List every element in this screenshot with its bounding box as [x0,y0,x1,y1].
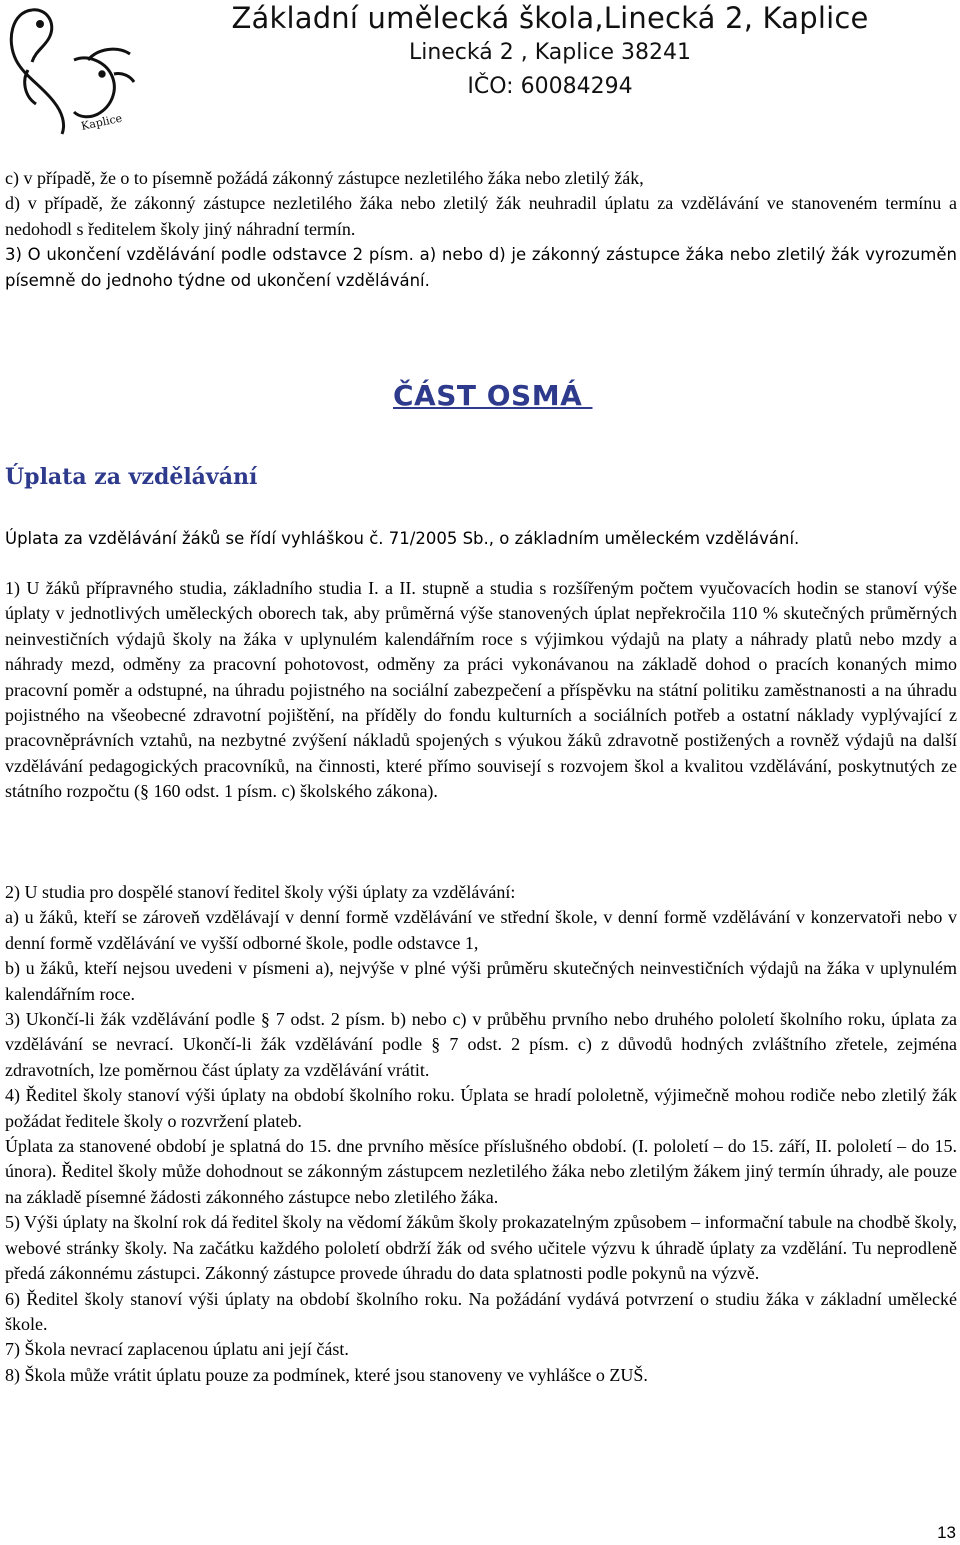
school-logo-birds-icon [2,0,142,138]
logo-text: Kaplice [79,111,124,133]
paragraph-d: d) v případě, že zákonný zástupce nezletilého žáka nebo zletilý žák neuhradil úplatu za vzdělávání ve stanoveném termínu a nedohodl s ředitelem školy jiný náhradní termín. [5,193,957,239]
school-ico: IČO: 60084294 [467,74,633,99]
paragraph-8: 8) Škola může vrátit úplatu pouze za podmínek, které jsou stanoveny ve vyhlášce o ZUŠ. [5,1364,648,1385]
paragraph-c: c) v případě, že o to písemně požádá zákonný zástupce nezletilého žáka nebo zletilý žák, [5,168,644,188]
page-number: 13 [937,1523,956,1542]
paragraph-3: 3) Ukončí-li žák vzdělávání podle § 7 odst. 2 písm. b) nebo c) v průběhu prvního nebo druhého pololetí školního roku, úplata za vzdělávání se nevrací. Ukončí-li žák vzdělávání podle § 7 odst. 2 písm. c) z důvodů hodných zvláštního zřetele, zejména zdravotních, lze poměrnou část úplaty za vzdělávání vrátit. [5,1009,957,1080]
part-heading: ČÁST OSMÁ [393,379,593,412]
intro-block [5,166,957,293]
school-address: Linecká 2 , Kaplice 38241 [408,40,692,65]
paragraph-2b: b) u žáků, kteří nejsou uvedeni v písmeni a), nejvýše v plné výši průměru skutečných neinvestičních výdajů na žáka v uplynulém kalendářním roce. [5,958,957,1004]
lead-paragraph: Úplata za vzdělávání žáků se řídí vyhláškou č. 71/2005 Sb., o základním uměleckém vzdělávání. [5,529,800,548]
paragraphs-block [5,880,957,1388]
lead-block [5,526,957,551]
paragraph-2: 2) U studia pro dospělé stanoví ředitel školy výši úplaty za vzdělávání: [5,882,516,902]
paragraph-2a: a) u žáků, kteří se zároveň vzdělávají v denní formě vzdělávání ve střední škole, v denní formě vzdělávání v konzervatoři nebo v denní formě vzdělávání ve vyšší odborné škole, podle odstavce 1, [5,907,957,953]
paragraph-4: 4) Ředitel školy stanoví výši úplaty na období školního roku. Úplata se hradí pololetně, výjimečně mohou rodiče nebo zletilý žák požádat ředitele školy o rozvržení plateb. [5,1085,957,1131]
paragraph-1: 1) U žáků přípravného studia, základního studia I. a II. stupně a studia s rozšířeným počtem vyučovacích hodin se stanoví výše úplaty v jednotlivých uměleckých oborech tak, aby průměrná výše stanovených úplat nepřekročila 110 % skutečných průměrných neinvestičních výdajů školy na žáka v uplynulém kalendářním roce s výjimkou výdajů na platy a náhrady platů nebo mzdy a náhrady mezd, odměny za pracovní pohotovost, odměny za práci vykonávanou na základě dohod o pracích konaných mimo pracovní poměr a odstupné, na úhradu pojistného na sociální zabezpečení a příspěvku na státní politiku zaměstnanosti a na úhradu pojistného na všeobecné zdravotní pojištění, na příděly do fondu kulturních a sociálních potřeb a ostatní náklady vyplývající z pracovněprávních vztahů, na nezbytné zvýšení nákladů spojených s výukou žáků zdravotně postižených a rovněž výdajů na další vzdělávání pedagogických pracovníků, na činnosti, které přímo souvisejí s rozvojem škol a kvalitou vzdělávání, poskytnutých ze státního rozpočtu (§ 160 odst. 1 písm. c) školského zákona). [5,578,957,802]
section-heading: Úplata za vzdělávání [5,464,258,490]
school-name: Základní umělecká škola,Linecká 2, Kaplice [231,1,869,35]
paragraph-1-block [5,576,957,805]
paragraph-6: 6) Ředitel školy stanoví výši úplaty na období školního roku. Na požádání vydává potvrzení o studiu žáka v základní umělecké škole. [5,1288,957,1334]
paragraph-4b: Úplata za stanovené období je splatná do 15. dne prvního měsíce příslušného období. (I. pololetí – do 15. září, II. pololetí – do 15. února). Ředitel školy může dohodnout se zákonným zástupcem nezletilého žáka nebo zletilým žákem jiný termín úhrady, ale pouze na základě písemné žádosti zákonného zástupce nebo zletilého žáka. [5,1136,957,1207]
paragraph-5: 5) Výši úplaty na školní rok dá ředitel školy na vědomí žákům školy prokazatelným způsobem – informační tabule na chodbě školy, webové stránky školy. Na začátku každého pololetí obdrží žák od svého učitele výzvu k úhradě úplaty za vzdělání. Tu neprodleně předá zákonnému zástupci. Zákonný zástupce provede úhradu do data splatnosti podle pokynů na výzvě. [5,1212,957,1284]
paragraph-7: 7) Škola nevrací zaplacenou úplatu ani její část. [5,1339,349,1360]
paragraph-3: 3) O ukončení vzdělávání podle odstavce 2 písm. a) nebo d) je zákonný zástupce žáka nebo zletilý žák vyrozuměn písemně do jednoho týdne od ukončení vzdělávání. [5,245,957,290]
